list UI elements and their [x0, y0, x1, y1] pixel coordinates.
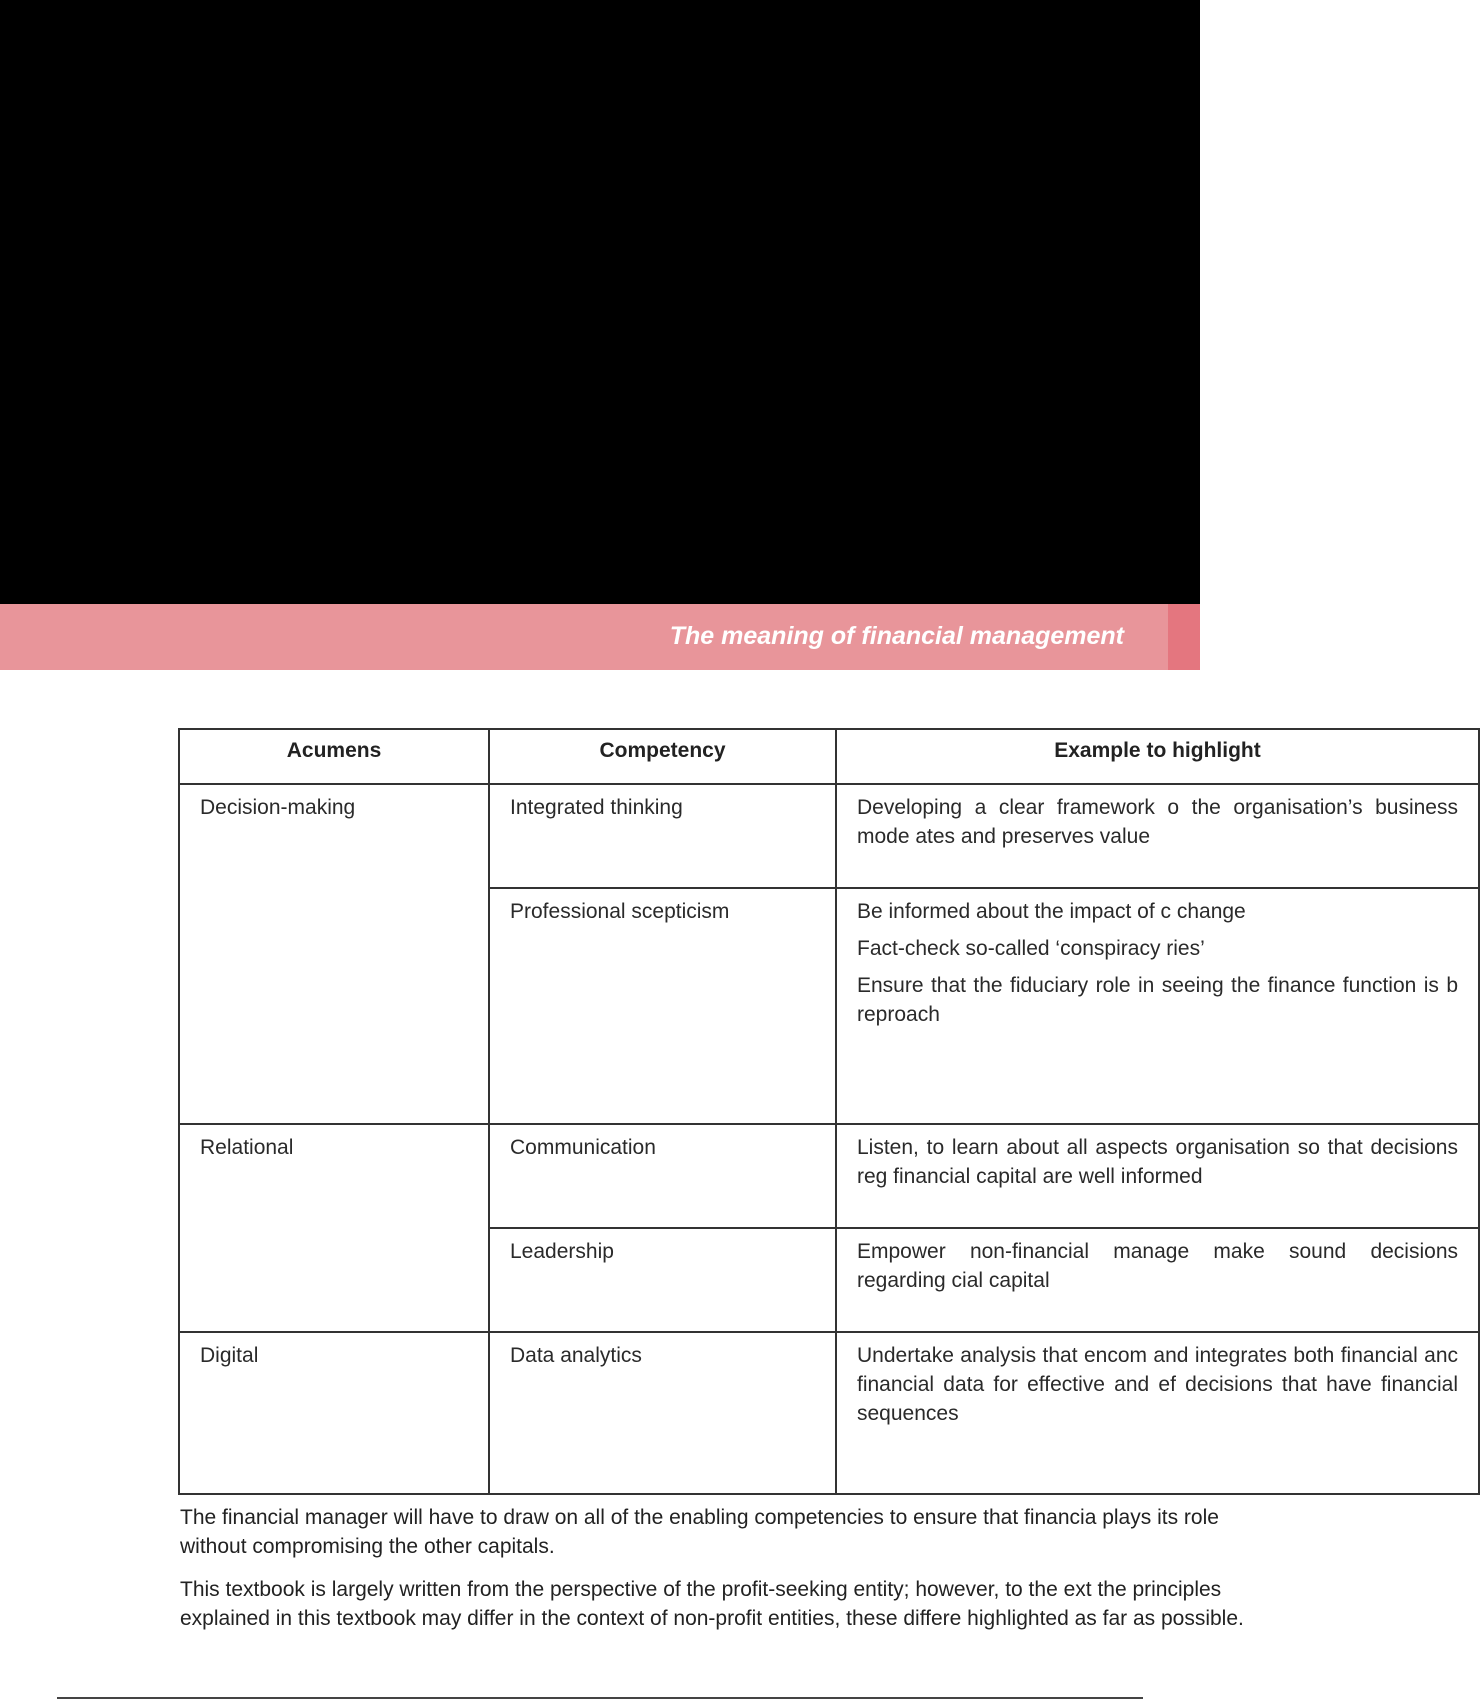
black-region	[0, 0, 1200, 604]
competency-cell: Integrated thinking	[489, 784, 836, 888]
header-band	[0, 604, 1200, 670]
example-cell	[836, 888, 1479, 1124]
competency-cell: Professional scepticism	[489, 888, 836, 1124]
example-text: Undertake analysis that encom and integrates both financial anc financial data for effective and ef decisions that have financial sequences	[857, 1344, 1458, 1425]
header-example: Example to highlight	[836, 729, 1479, 784]
header-competency: Competency	[489, 729, 836, 784]
acumen-cell: Digital	[179, 1332, 489, 1494]
body-paragraph: This textbook is largely written from the perspective of the profit-seeking entity; however, to the ext the principles explained in this textbook may differ in the context of non-profit entities, these differe highlighted as far as possible.	[180, 1578, 1244, 1630]
competency-table-container	[178, 728, 1458, 1488]
table-header-row	[179, 729, 1479, 784]
table-row	[179, 1124, 1479, 1228]
competency-table	[178, 728, 1480, 1495]
example-text: Empower non-financial manage make sound decisions regarding cial capital	[857, 1240, 1458, 1292]
header-tab-marker	[1168, 604, 1200, 670]
competency-cell: Leadership	[489, 1228, 836, 1332]
acumen-cell: Relational	[179, 1124, 489, 1332]
example-text: Ensure that the fiduciary role in seeing the finance function is b reproach	[857, 974, 1458, 1026]
example-cell	[836, 1228, 1479, 1332]
example-cell	[836, 1124, 1479, 1228]
table-row	[179, 1332, 1479, 1494]
competency-cell: Communication	[489, 1124, 836, 1228]
example-text: Listen, to learn about all aspects organisation so that decisions reg financial capital are well informed	[857, 1136, 1458, 1188]
footer-divider	[57, 1697, 1143, 1699]
acumen-cell: Decision-making	[179, 784, 489, 1124]
competency-cell: Data analytics	[489, 1332, 836, 1494]
body-paragraph: The financial manager will have to draw on all of the enabling competencies to ensure that financia plays its role without compromising the other capitals.	[180, 1506, 1219, 1558]
example-text: Developing a clear framework o the organisation’s business mode ates and preserves value	[857, 796, 1458, 848]
example-text: Fact-check so-called ‘conspiracy ries’	[857, 937, 1205, 960]
body-text	[180, 1503, 1280, 1647]
table-row	[179, 784, 1479, 888]
example-text: Be informed about the impact of c change	[857, 900, 1246, 923]
example-cell	[836, 784, 1479, 888]
chapter-title: The meaning of financial management	[669, 622, 1124, 650]
header-acumens: Acumens	[179, 729, 489, 784]
example-cell	[836, 1332, 1479, 1494]
